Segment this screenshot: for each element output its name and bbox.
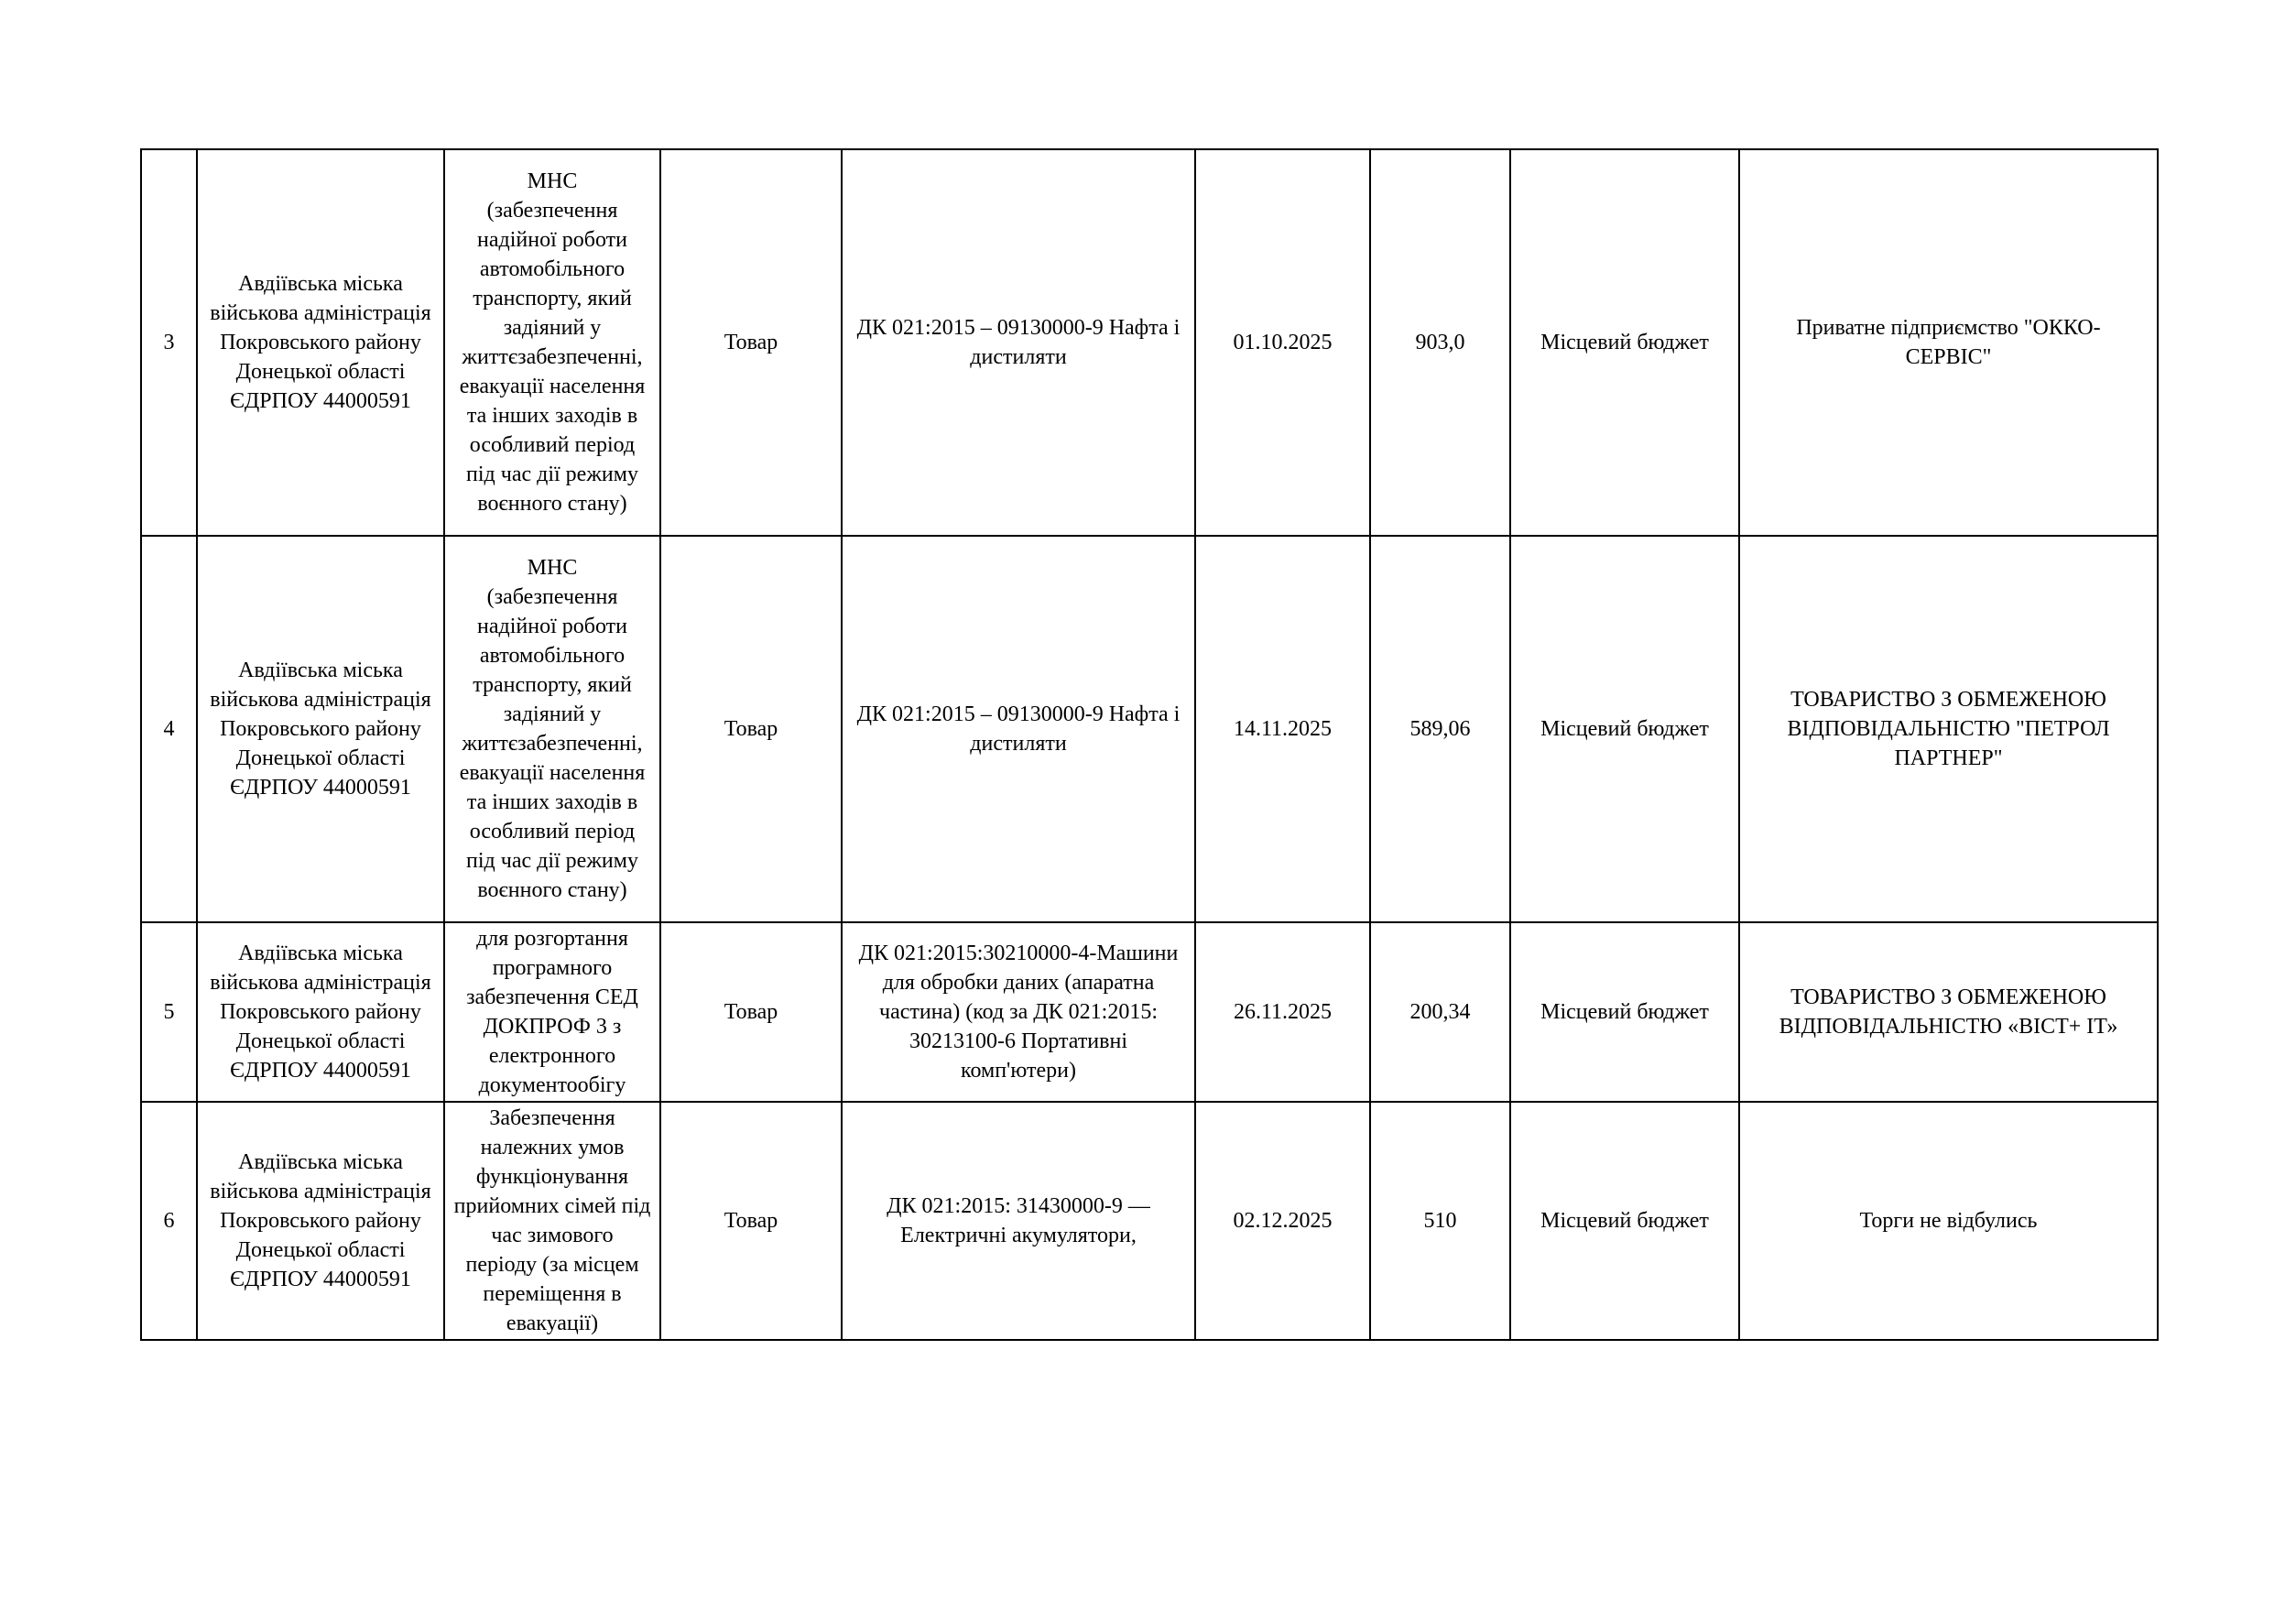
classifier-code-cell: ДК 021:2015: 31430000-9 — Електричні акумулятори, — [842, 1102, 1195, 1340]
row-number-cell: 6 — [141, 1102, 197, 1340]
funding-source-cell: Місцевий бюджет — [1510, 149, 1739, 536]
procurement-table — [140, 148, 2159, 1341]
customer-cell: Авдіївська міська військова адміністрація Покровського району Донецької області ЄДРПОУ 44000591 — [197, 922, 444, 1102]
funding-source-cell: Місцевий бюджет — [1510, 536, 1739, 922]
row-number-cell: 3 — [141, 149, 197, 536]
winner-cell: ТОВАРИСТВО З ОБМЕЖЕНОЮ ВІДПОВІДАЛЬНІСТЮ «ВІСТ+ ІТ» — [1739, 922, 2158, 1102]
table-row — [141, 1102, 2158, 1340]
subject-type-cell: Товар — [660, 922, 842, 1102]
amount-cell: 200,34 — [1370, 922, 1510, 1102]
customer-cell: Авдіївська міська військова адміністрація Покровського району Донецької області ЄДРПОУ 44000591 — [197, 149, 444, 536]
purpose-cell: МНС (забезпечення надійної роботи автомобільного транспорту, який задіяний у життєзабезпеченні, евакуації населення та інших заходів в особливий період під час дії режиму воєнного стану) — [444, 149, 660, 536]
date-cell: 01.10.2025 — [1195, 149, 1370, 536]
table-row — [141, 149, 2158, 536]
amount-cell: 589,06 — [1370, 536, 1510, 922]
date-cell: 02.12.2025 — [1195, 1102, 1370, 1340]
customer-cell: Авдіївська міська військова адміністрація Покровського району Донецької області ЄДРПОУ 44000591 — [197, 1102, 444, 1340]
amount-cell: 510 — [1370, 1102, 1510, 1340]
date-cell: 26.11.2025 — [1195, 922, 1370, 1102]
winner-cell: ТОВАРИСТВО З ОБМЕЖЕНОЮ ВІДПОВІДАЛЬНІСТЮ "ПЕТРОЛ ПАРТНЕР" — [1739, 536, 2158, 922]
row-number-cell: 5 — [141, 922, 197, 1102]
subject-type-cell: Товар — [660, 149, 842, 536]
purpose-cell: для розгортання програмного забезпечення СЕД ДОКПРОФ 3 з електронного документообігу — [444, 922, 660, 1102]
amount-cell: 903,0 — [1370, 149, 1510, 536]
purpose-cell: Забезпечення належних умов функціонування прийомних сімей під час зимового періоду (за місцем переміщення в евакуації) — [444, 1102, 660, 1340]
funding-source-cell: Місцевий бюджет — [1510, 1102, 1739, 1340]
customer-cell: Авдіївська міська військова адміністрація Покровського району Донецької області ЄДРПОУ 44000591 — [197, 536, 444, 922]
row-number-cell: 4 — [141, 536, 197, 922]
subject-type-cell: Товар — [660, 536, 842, 922]
funding-source-cell: Місцевий бюджет — [1510, 922, 1739, 1102]
winner-cell: Торги не відбулись — [1739, 1102, 2158, 1340]
classifier-code-cell: ДК 021:2015 – 09130000-9 Нафта і дистиляти — [842, 149, 1195, 536]
date-cell: 14.11.2025 — [1195, 536, 1370, 922]
winner-cell: Приватне підприємство "ОККО- СЕРВІС" — [1739, 149, 2158, 536]
table-row — [141, 922, 2158, 1102]
classifier-code-cell: ДК 021:2015 – 09130000-9 Нафта і дистиляти — [842, 536, 1195, 922]
classifier-code-cell: ДК 021:2015:30210000-4-Машини для обробки даних (апаратна частина) (код за ДК 021:2015: 30213100-6 Портативні комп'ютери) — [842, 922, 1195, 1102]
subject-type-cell: Товар — [660, 1102, 842, 1340]
purpose-cell: МНС (забезпечення надійної роботи автомобільного транспорту, який задіяний у життєзабезпеченні, евакуації населення та інших заходів в особливий період під час дії режиму воєнного стану) — [444, 536, 660, 922]
table-row — [141, 536, 2158, 922]
